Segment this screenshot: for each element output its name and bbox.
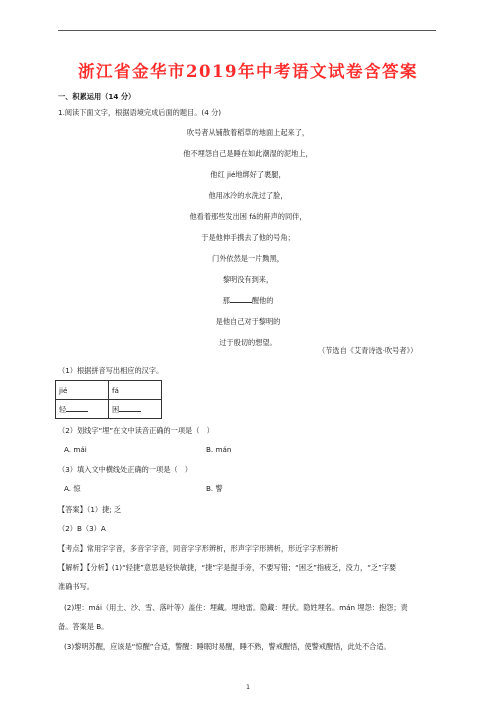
- fill-blank: [230, 296, 252, 303]
- analysis-line: (3)黎明苏醒，应该是“惊醒”合适，警醒：睡眠时易醒，睡不熟，警戒醒悟，使警戒醒悟，此处不合适。: [64, 642, 391, 651]
- analysis-line: 【解析】【分析】(1)“轻捷”意思是轻快敏捷，“捷”字是提手旁，不要写错；“困乏”指疲乏，没力，“乏”字要: [58, 563, 397, 572]
- sub-question-1: （1）根据拼音写出相应的汉字。: [58, 366, 164, 375]
- option-b: B. 警: [206, 484, 223, 493]
- poem-line: 门外依然是一片黝黑，: [212, 254, 284, 263]
- poem-line: 是他自己对于黎明的: [215, 317, 281, 326]
- header-rule: [58, 30, 436, 31]
- sub-question-2: （2）划线字“埋”在文中读音正确的一项是（ ）: [58, 426, 214, 435]
- poem-word: 醒他的: [251, 296, 274, 305]
- option-b: B. mán: [206, 445, 232, 454]
- poem-line: 他用冰冷的水洗过了脸，: [208, 191, 288, 200]
- option-a: A. 惊: [64, 484, 81, 493]
- poem-line: 于是他伸手携去了他的号角；: [201, 233, 295, 242]
- poem-line: 他红 jié地绑好了裹腿，: [210, 170, 286, 179]
- section-heading: 一、积累运用（14 分）: [58, 92, 136, 101]
- pinyin-cell: fá: [109, 381, 162, 400]
- poem-word: 那: [222, 296, 230, 305]
- option-a: A. mái: [64, 445, 87, 454]
- analysis-line: 备。答案是 B。: [58, 622, 109, 631]
- answer-cell: 困: [109, 400, 162, 419]
- question-1-intro: 1.阅读下面文字，根据语境完成后面的题目。(4 分): [58, 108, 222, 117]
- analysis-line: 准确书写。: [58, 582, 94, 591]
- answer-cell: 轻: [56, 400, 109, 419]
- pinyin-table: [55, 380, 162, 419]
- poem-line: 吹号者从铺散着稻草的地面上起来了，: [186, 128, 310, 137]
- answer-line: （2）B（3）A: [58, 524, 106, 533]
- kaodian-line: 【考点】常用字字音，多音字字音，同音字字形辨析，形声字字形辨析，形近字字形辨析: [58, 544, 339, 553]
- poem-line: 他不埋怨自己是睡在如此潮湿的泥地上，: [183, 149, 313, 158]
- poem-line: 黎明没有到来，: [222, 275, 274, 284]
- poem-source: （节选自《艾青诗选·吹号者》）: [318, 346, 418, 355]
- answer-line: 【答案】（1）捷; 乏: [58, 505, 122, 514]
- poem-line-blank: [0, 296, 496, 306]
- pinyin-cell: jié: [56, 381, 109, 400]
- page-title: 浙江省金华市2019年中考语文试卷含答案: [78, 62, 418, 81]
- page-number: 1: [246, 684, 250, 691]
- analysis-line: (2)埋：mái（用土、沙、雪、落叶等）盖住：埋藏。埋地雷。隐藏：埋伏。隐姓埋名。mán 埋怨：抱怨；责: [64, 603, 408, 612]
- sub-question-3: （3）填入文中横线处正确的一项是（ ）: [58, 465, 192, 474]
- poem-line: 他看着那些发出困 fá的鼾声的同伴，: [189, 212, 307, 221]
- poem-line: 过于殷切的想望。: [219, 338, 277, 347]
